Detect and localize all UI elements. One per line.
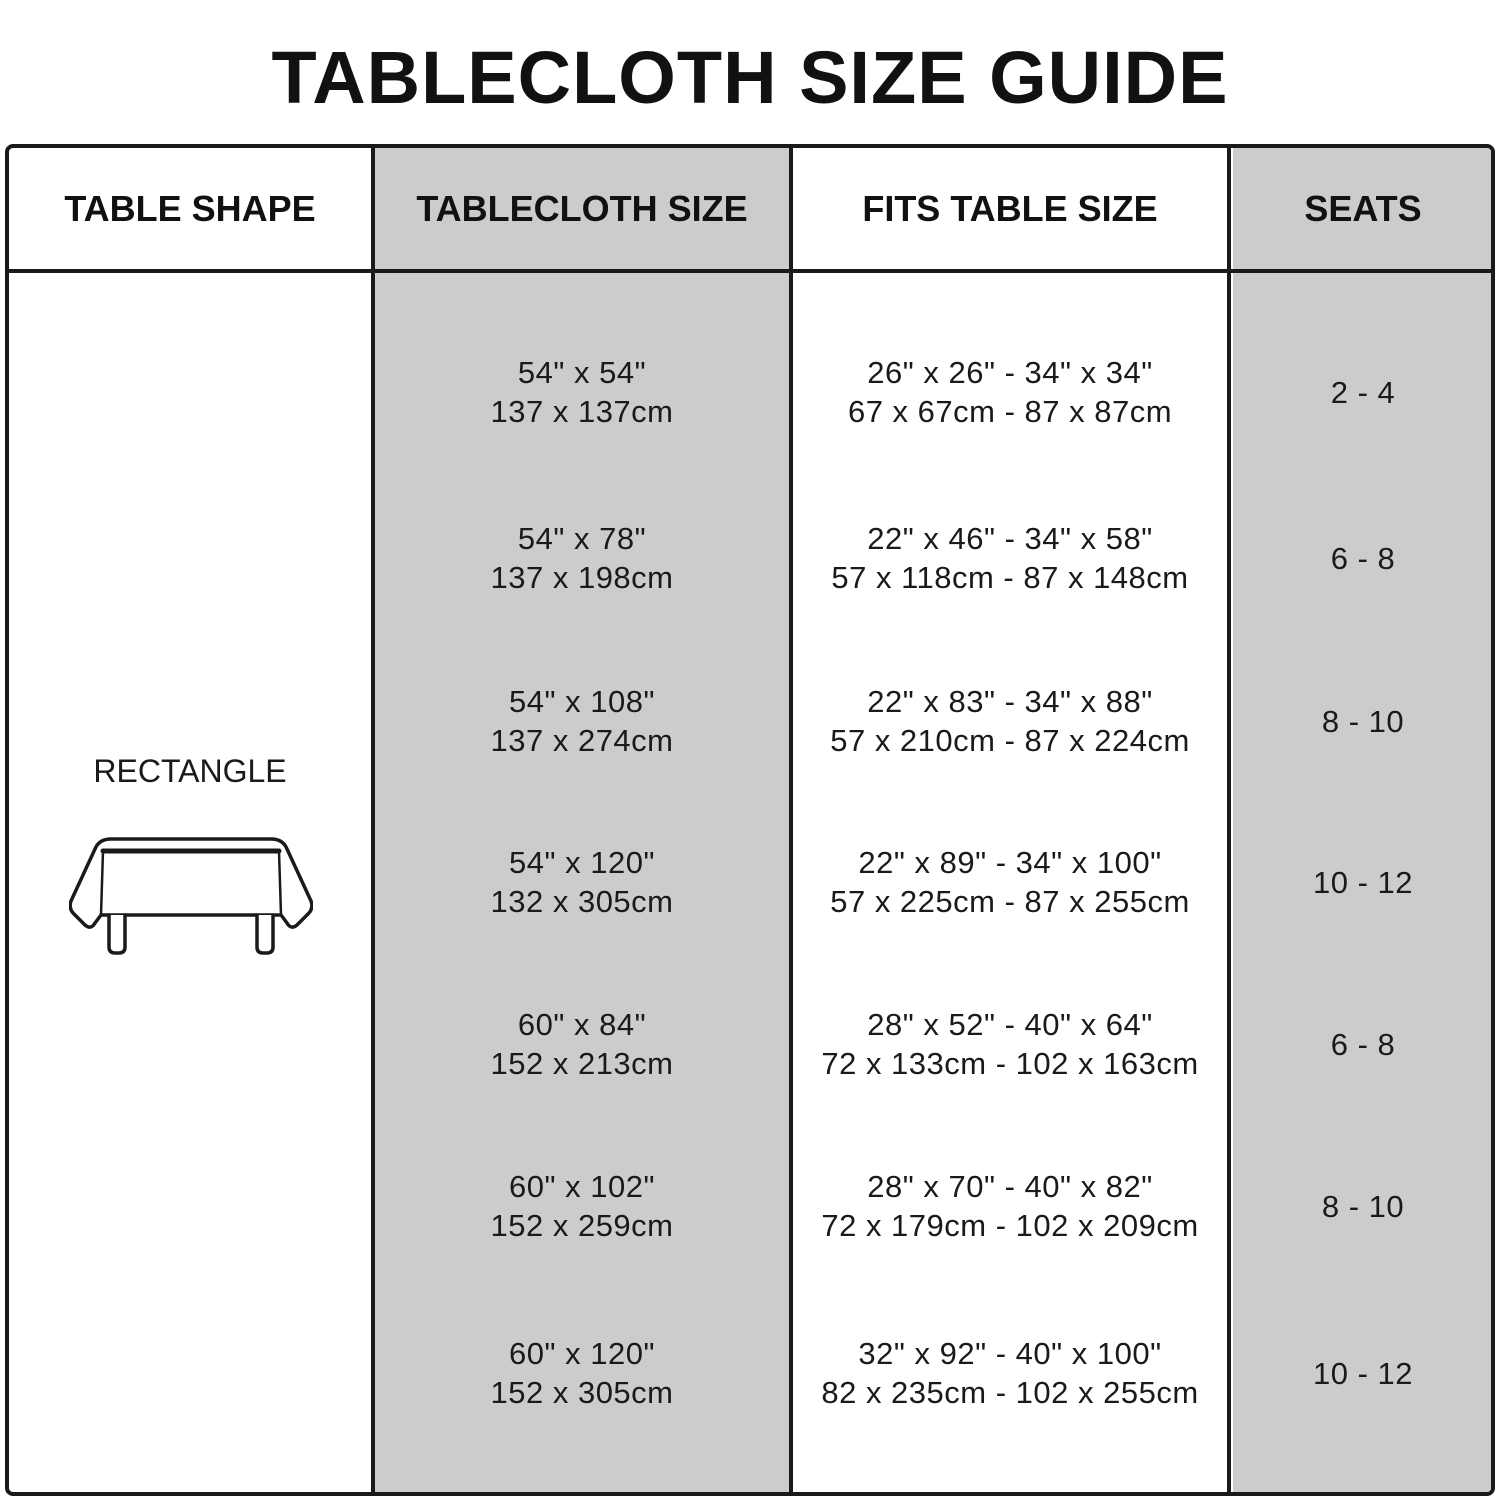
tablecloth-size-cell xyxy=(375,1166,789,1246)
fits-size-inches: 26" x 26" - 34" x 34" xyxy=(867,355,1153,390)
fits-table-size-cell xyxy=(793,1166,1227,1246)
header-divider xyxy=(9,269,1491,273)
fits-table-size-cell xyxy=(793,1004,1227,1084)
seats-column-bg xyxy=(1233,148,1491,1492)
seats-cell xyxy=(1231,1333,1495,1413)
tablecloth-size-cell xyxy=(375,518,789,598)
header-tablecloth-size: TABLECLOTH SIZE xyxy=(416,187,748,229)
seats-cell xyxy=(1231,681,1495,761)
page-title: TABLECLOTH SIZE GUIDE xyxy=(271,36,1229,119)
tablecloth-column-bg xyxy=(375,148,791,1492)
fits-size-inches: 22" x 46" - 34" x 58" xyxy=(867,521,1153,556)
fits-size-cm: 72 x 133cm - 102 x 163cm xyxy=(821,1046,1199,1081)
tablecloth-size-cm: 152 x 305cm xyxy=(490,1375,674,1410)
seats-cell xyxy=(1231,1166,1495,1246)
column-divider xyxy=(1227,148,1231,1492)
tablecloth-size-inches: 60" x 84" xyxy=(517,1007,647,1042)
tablecloth-size-cm: 137 x 274cm xyxy=(490,723,674,758)
fits-size-inches: 22" x 89" - 34" x 100" xyxy=(858,845,1162,880)
header-table-shape: TABLE SHAPE xyxy=(64,187,316,229)
fits-size-inches: 28" x 70" - 40" x 82" xyxy=(867,1169,1153,1204)
tablecloth-size-cell xyxy=(375,681,789,761)
seats-value: 6 - 8 xyxy=(1330,1026,1396,1062)
tablecloth-size-cell xyxy=(375,1333,789,1413)
fits-size-cm: 57 x 210cm - 87 x 224cm xyxy=(830,723,1190,758)
column-divider xyxy=(371,148,375,1492)
seats-cell xyxy=(1231,1004,1495,1084)
tablecloth-size-cm: 137 x 198cm xyxy=(490,560,674,595)
column-divider xyxy=(789,148,793,1492)
fits-size-inches: 32" x 92" - 40" x 100" xyxy=(858,1336,1162,1371)
seats-cell xyxy=(1231,518,1495,598)
seats-value: 10 - 12 xyxy=(1312,1355,1413,1391)
rectangle-table-icon xyxy=(69,831,313,955)
tablecloth-size-cm: 152 x 259cm xyxy=(490,1208,674,1243)
tablecloth-size-cm: 137 x 137cm xyxy=(490,394,674,429)
tablecloth-size-inches: 54" x 54" xyxy=(517,355,647,390)
fits-size-inches: 28" x 52" - 40" x 64" xyxy=(867,1007,1153,1042)
seats-value: 2 - 4 xyxy=(1330,374,1396,410)
tablecloth-size-inches: 54" x 108" xyxy=(509,684,655,719)
tablecloth-size-inches: 54" x 120" xyxy=(509,845,655,880)
seats-value: 8 - 10 xyxy=(1321,703,1405,739)
fits-size-cm: 57 x 118cm - 87 x 148cm xyxy=(831,560,1189,595)
seats-cell xyxy=(1231,352,1495,432)
seats-value: 8 - 10 xyxy=(1321,1188,1405,1224)
fits-size-cm: 57 x 225cm - 87 x 255cm xyxy=(830,884,1190,919)
header-seats: SEATS xyxy=(1304,187,1422,229)
fits-size-cm: 72 x 179cm - 102 x 209cm xyxy=(821,1208,1199,1243)
tablecloth-size-cm: 132 x 305cm xyxy=(490,884,674,919)
tablecloth-size-inches: 60" x 102" xyxy=(509,1169,655,1204)
tablecloth-size-inches: 54" x 78" xyxy=(517,521,647,556)
tablecloth-size-cell xyxy=(375,842,789,922)
tablecloth-size-inches: 60" x 120" xyxy=(509,1336,655,1371)
tablecloth-size-cell xyxy=(375,1004,789,1084)
tablecloth-size-cm: 152 x 213cm xyxy=(490,1046,674,1081)
fits-size-cm: 82 x 235cm - 102 x 255cm xyxy=(821,1375,1199,1410)
fits-table-size-cell xyxy=(793,842,1227,922)
fits-table-size-cell xyxy=(793,1333,1227,1413)
fits-table-size-cell xyxy=(793,518,1227,598)
seats-cell xyxy=(1231,842,1495,922)
tablecloth-size-cell xyxy=(375,352,789,432)
size-guide-table xyxy=(5,144,1495,1496)
header-fits-table-size: FITS TABLE SIZE xyxy=(862,187,1158,229)
shape-label: RECTANGLE xyxy=(93,753,287,789)
fits-table-size-cell xyxy=(793,681,1227,761)
seats-value: 6 - 8 xyxy=(1330,540,1396,576)
seats-value: 10 - 12 xyxy=(1312,864,1413,900)
fits-size-cm: 67 x 67cm - 87 x 87cm xyxy=(847,394,1173,429)
fits-size-inches: 22" x 83" - 34" x 88" xyxy=(867,684,1153,719)
fits-table-size-cell xyxy=(793,352,1227,432)
